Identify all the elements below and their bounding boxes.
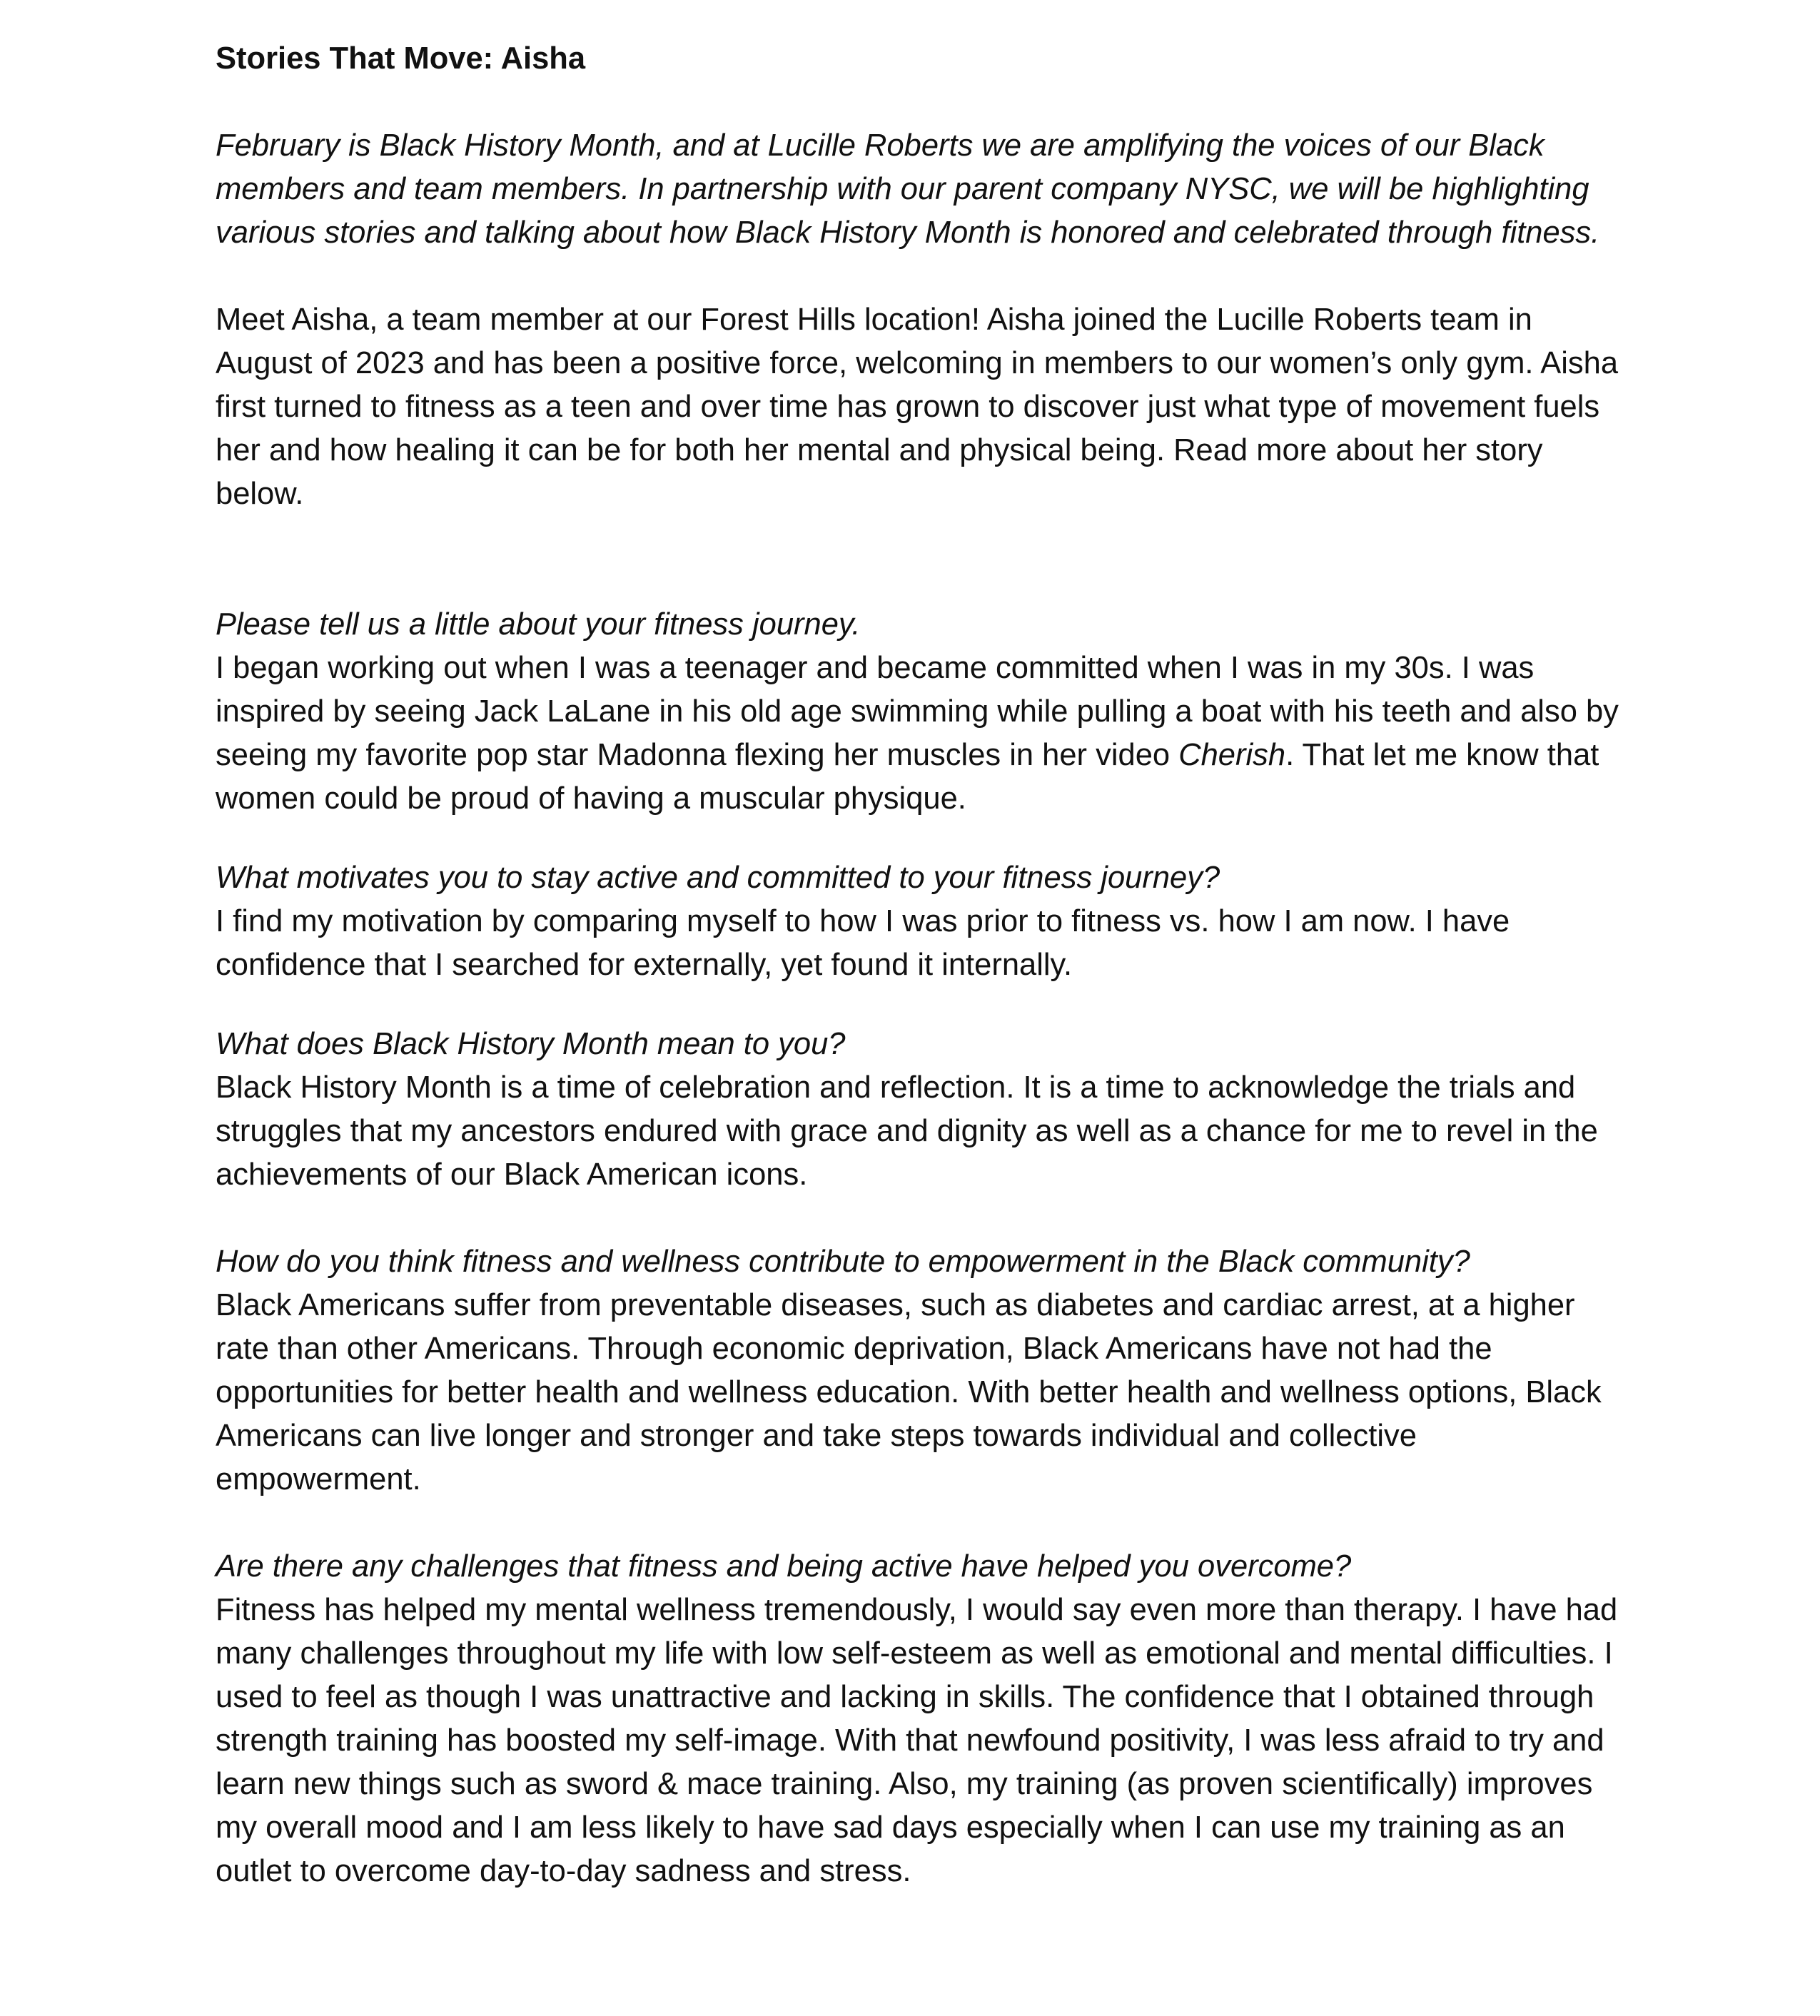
document-title: Stories That Move: Aisha: [216, 41, 586, 76]
question-text: What motivates you to stay active and committed to your fitness journey?: [216, 861, 1220, 895]
video-title-italic: Cherish: [1178, 738, 1286, 772]
question-text: How do you think fitness and wellness contribute to empowerment in the Black community?: [216, 1245, 1470, 1279]
question-text: Are there any challenges that fitness and being active have helped you overcome?: [216, 1549, 1352, 1584]
answer-text-part: I began working out when I was a teenager and became committed when I was in my 30s. I was inspired by seeing Jack LaLane in his old age swimming while pulling a boat with his teeth and also by seeing my favorite pop star Madonna flexing her muscles in her video: [216, 651, 1619, 772]
meet-aisha-paragraph: Meet Aisha, a team member at our Forest Hills location! Aisha joined the Lucille Roberts team in August of 2023 and has been a positive force, welcoming in members to our women’s only gym. Aisha first turned to fitness as a teen and over time has grown to discover just what type of movement fuels her and how healing it can be for both her mental and physical being. Read more about her story below.: [216, 303, 1619, 511]
qa-block-challenges: [216, 1545, 1629, 1893]
qa-block-motivation: [216, 856, 1629, 987]
question-text: What does Black History Month mean to you?: [216, 1027, 846, 1061]
question-text: Please tell us a little about your fitness journey.: [216, 607, 861, 642]
qa-block-empowerment: [216, 1240, 1629, 1501]
answer-text: [216, 647, 1629, 821]
answer-text: Black Americans suffer from preventable diseases, such as diabetes and cardiac arrest, at a higher rate than other Americans. Through economic deprivation, Black Americans have not had the opportunities for better health and wellness education. With better health and wellness options, Black Americans can live longer and stronger and take steps towards individual and collective empowerment.: [216, 1288, 1602, 1496]
intro-paragraph: February is Black History Month, and at Lucille Roberts we are amplifying the voices of our Black members and team members. In partnership with our parent company NYSC, we will be highlighting various stories and talking about how Black History Month is honored and celebrated through fitness.: [216, 128, 1600, 250]
qa-block-black-history-month: [216, 1023, 1629, 1197]
answer-text: Black History Month is a time of celebration and reflection. It is a time to acknowledge the trials and struggles that my ancestors endured with grace and dignity as well as a chance for me to revel in the achievements of our Black American icons.: [216, 1070, 1598, 1192]
answer-text: Fitness has helped my mental wellness tremendously, I would say even more than therapy. I have had many challenges throughout my life with low self-esteem as well as emotional and mental difficulties. I used to feel as though I was unattractive and lacking in skills. The confidence that I obtained through strength training has boosted my self-image. With that newfound positivity, I was less afraid to try and learn new things such as sword & mace training. Also, my training (as proven scientifically) improves my overall mood and I am less likely to have sad days especially when I can use my training as an outlet to overcome day-to-day sadness and stress.: [216, 1593, 1618, 1888]
answer-text: I find my motivation by comparing myself to how I was prior to fitness vs. how I am now. I have confidence that I searched for externally, yet found it internally.: [216, 904, 1510, 982]
document-page: [216, 37, 1629, 1893]
qa-block-fitness-journey: [216, 603, 1629, 821]
answer-text-part: . That let me know that women could be proud of having a muscular physique.: [216, 738, 1599, 816]
